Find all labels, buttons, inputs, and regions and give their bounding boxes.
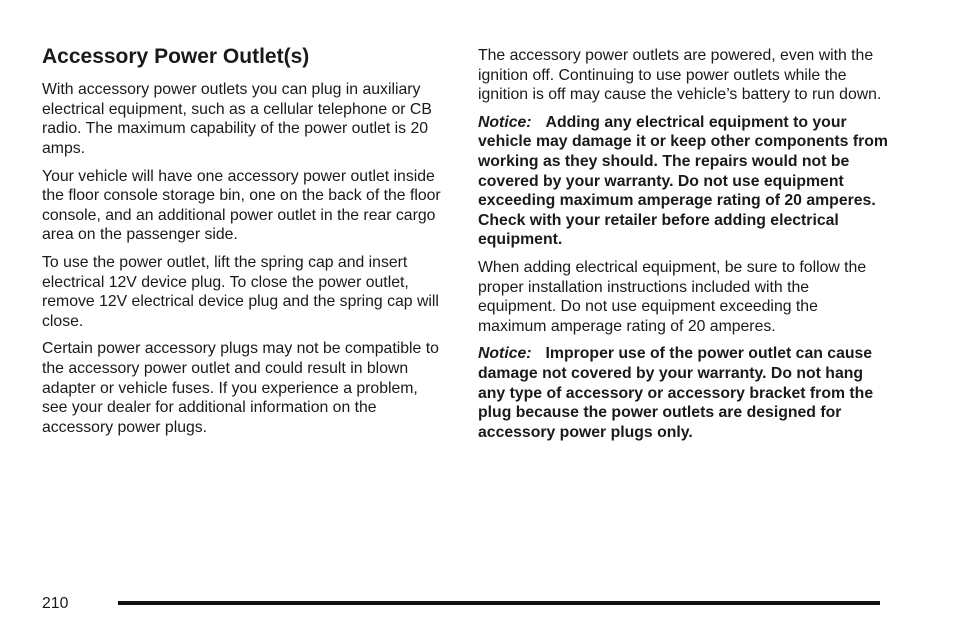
page-number: 210 (42, 595, 69, 612)
paragraph-locations: Your vehicle will have one accessory power outlet inside the floor console storage bin, one on the back of the floor console, and an additional power outlet in the rear cargo area on the passenger side. (42, 167, 441, 244)
notice-text: Improper use of the power outlet can cause damage not covered by your warranty. Do not hang any type of accessory or accessory bracket from the plug because the power outlets are designed for accessory power plugs only. (478, 345, 874, 441)
left-column (42, 44, 444, 445)
right-column (478, 46, 888, 450)
footer-rule (118, 601, 880, 605)
section-title: Accessory Power Outlet(s) (42, 45, 310, 68)
paragraph-ignition: The accessory power outlets are powered, even with the ignition off. Continuing to use power outlets while the ignition is off may cause the vehicle’s battery to run down. (478, 47, 882, 104)
paragraph-installation: When adding electrical equipment, be sure to follow the proper installation instructions included with the equipment. Do not use equipment exceeding the maximum amperage rating of 20 amperes. (478, 258, 867, 335)
paragraph-compatibility: Certain power accessory plugs may not be compatible to the accessory power outlet and could result in blown adapter or vehicle fuses. If you experience a problem, see your dealer for additional information on the accessory power plugs. (42, 340, 439, 436)
notice-text: Adding any electrical equipment to your vehicle may damage it or keep other components from working as they should. The repairs would not be covered by your warranty. Do not use equipment exceeding maximum amperage rating of 20 amperes. Check with your retailer before adding electrical equipment. (478, 113, 888, 249)
paragraph-usage: To use the power outlet, lift the spring cap and insert electrical 12V device plug. To close the power outlet, remove 12V electrical device plug and the spring cap will close. (42, 253, 439, 330)
page-footer (42, 592, 882, 616)
notice-misuse (478, 344, 888, 442)
paragraph-intro: With accessory power outlets you can plug in auxiliary electrical equipment, such as a cellular telephone or CB radio. The maximum capability of the power outlet is 20 amps. (42, 81, 432, 157)
notice-label: Notice: (478, 345, 532, 363)
notice-equipment (478, 113, 888, 250)
notice-label: Notice: (478, 113, 532, 131)
